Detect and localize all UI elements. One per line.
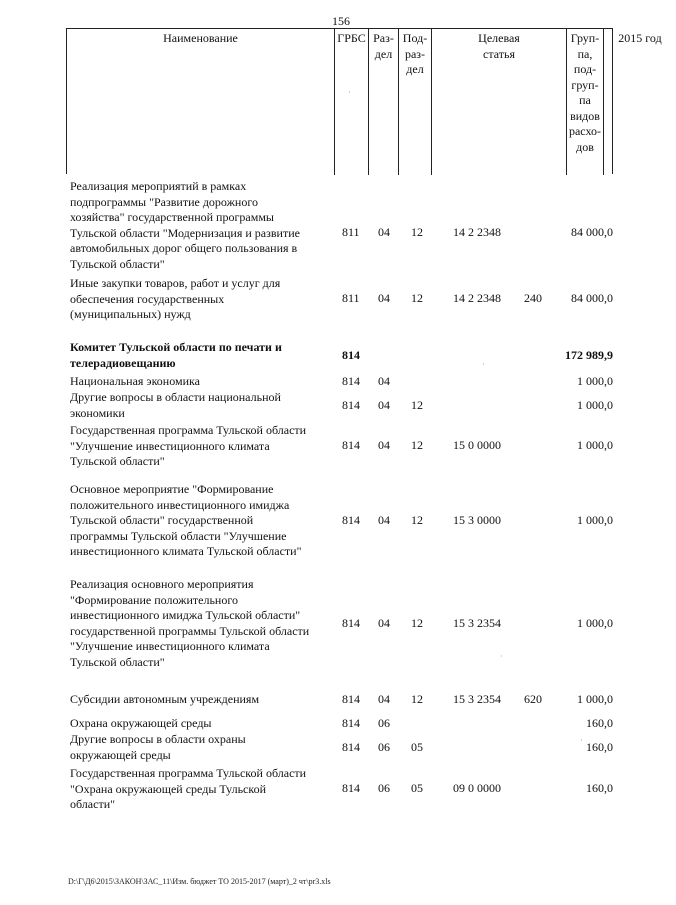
page-number: 156 [332, 14, 350, 28]
row-podrazdel: 12 [411, 616, 423, 630]
row-group: 620 [524, 692, 542, 706]
header-grbs: ГРБС [335, 29, 369, 175]
row-target: 15 3 0000 [453, 513, 501, 527]
scan-mark: · [500, 652, 503, 661]
row-razdel: 04 [378, 438, 390, 452]
row-grbs: 811 [342, 225, 360, 239]
row-grbs: 811 [342, 291, 360, 305]
row-razdel: 04 [378, 616, 390, 630]
row-grbs: 814 [342, 438, 360, 452]
row-amount: 1 000,0 [577, 374, 613, 388]
row-amount: 1 000,0 [577, 616, 613, 630]
row-amount: 84 000,0 [571, 291, 613, 305]
scan-mark: · [482, 360, 485, 369]
row-razdel: 06 [378, 740, 390, 754]
row-target: 14 2 2348 [453, 225, 501, 239]
row-target: 15 3 2354 [453, 692, 501, 706]
row-amount: 160,0 [586, 781, 613, 795]
row-podrazdel: 05 [411, 781, 423, 795]
row-podrazdel: 12 [411, 398, 423, 412]
row-name: Охрана окружающей среды [70, 716, 212, 730]
header-podrazdel: Под- раз- дел [399, 29, 432, 175]
row-amount: 84 000,0 [571, 225, 613, 239]
row-name: Реализация мероприятий в рамках подпрограммы "Развитие дорожного хозяйства" государственной программы Тульской области "Модернизация и развитие автомобильных дорог общего пользования в Тульской области" [70, 179, 300, 271]
row-name: Основное мероприятие "Формирование положительного инвестиционного имиджа Тульской области" государственной программы Тульской области "Улучшение инвестиционного климата Тульской области" [70, 482, 302, 558]
row-target: 15 3 2354 [453, 616, 501, 630]
row-name: Другие вопросы в области национальной экономики [70, 390, 281, 420]
header-target: Целевая статья [432, 29, 567, 175]
row-grbs: 814 [342, 716, 360, 730]
row-amount: 172 989,9 [565, 348, 613, 362]
row-amount: 1 000,0 [577, 692, 613, 706]
row-amount: 1 000,0 [577, 438, 613, 452]
row-name: Государственная программа Тульской области "Охрана окружающей среды Тульской области" [70, 766, 307, 811]
row-amount: 160,0 [586, 716, 613, 730]
row-grbs: 814 [342, 740, 360, 754]
row-target: 15 0 0000 [453, 438, 501, 452]
row-name: Субсидии автономным учреждениям [70, 692, 260, 706]
row-grbs: 814 [342, 513, 360, 527]
row-podrazdel: 12 [411, 438, 423, 452]
row-razdel: 04 [378, 374, 390, 388]
row-amount: 1 000,0 [577, 513, 613, 527]
header-razdel: Раз- дел [369, 29, 399, 175]
row-amount: 1 000,0 [577, 398, 613, 412]
row-razdel: 04 [378, 692, 390, 706]
row-name: Комитет Тульской области по печати и телерадиовещанию [70, 340, 282, 370]
header-year: 2015 год [618, 31, 662, 45]
row-grbs: 814 [342, 616, 360, 630]
file-path-footer: D:\Г\Д6\2015\ЗАКОН\ЗАС_11\Изм. бюджет ТО 2015-2017 (март)_2 чт\рr3.xls [68, 877, 331, 886]
row-podrazdel: 12 [411, 513, 423, 527]
row-name: Реализация основного мероприятия "Формирование положительного инвестиционного имиджа Тульской области" государственной программы Тульской области "Улучшение инвестиционного климата Тульской области" [70, 577, 310, 669]
table-header [66, 28, 662, 174]
row-grbs: 814 [342, 348, 360, 362]
scan-mark: · [580, 736, 583, 745]
row-razdel: 06 [378, 781, 390, 795]
row-name: Другие вопросы в области охраны окружающей среды [70, 732, 246, 762]
row-podrazdel: 12 [411, 291, 423, 305]
row-razdel: 04 [378, 225, 390, 239]
scan-mark: · [348, 88, 351, 97]
row-razdel: 04 [378, 291, 390, 305]
row-target: 09 0 0000 [453, 781, 501, 795]
header-group: Груп- па, под- груп- па видов расхо- дов [567, 29, 604, 175]
row-name: Государственная программа Тульской области "Улучшение инвестиционного климата Тульской области" [70, 423, 307, 468]
row-target: 14 2 2348 [453, 291, 501, 305]
row-name: Иные закупки товаров, работ и услуг для обеспечения государственных (муниципальных) нужд [70, 276, 281, 321]
row-podrazdel: 12 [411, 692, 423, 706]
row-amount: 160,0 [586, 740, 613, 754]
row-name: Национальная экономика [70, 374, 200, 388]
row-group: 240 [524, 291, 542, 305]
row-razdel: 06 [378, 716, 390, 730]
row-podrazdel: 05 [411, 740, 423, 754]
row-razdel: 04 [378, 513, 390, 527]
header-name: Наименование [67, 29, 335, 175]
row-grbs: 814 [342, 692, 360, 706]
row-grbs: 814 [342, 398, 360, 412]
row-grbs: 814 [342, 781, 360, 795]
row-podrazdel: 12 [411, 225, 423, 239]
row-razdel: 04 [378, 398, 390, 412]
row-grbs: 814 [342, 374, 360, 388]
